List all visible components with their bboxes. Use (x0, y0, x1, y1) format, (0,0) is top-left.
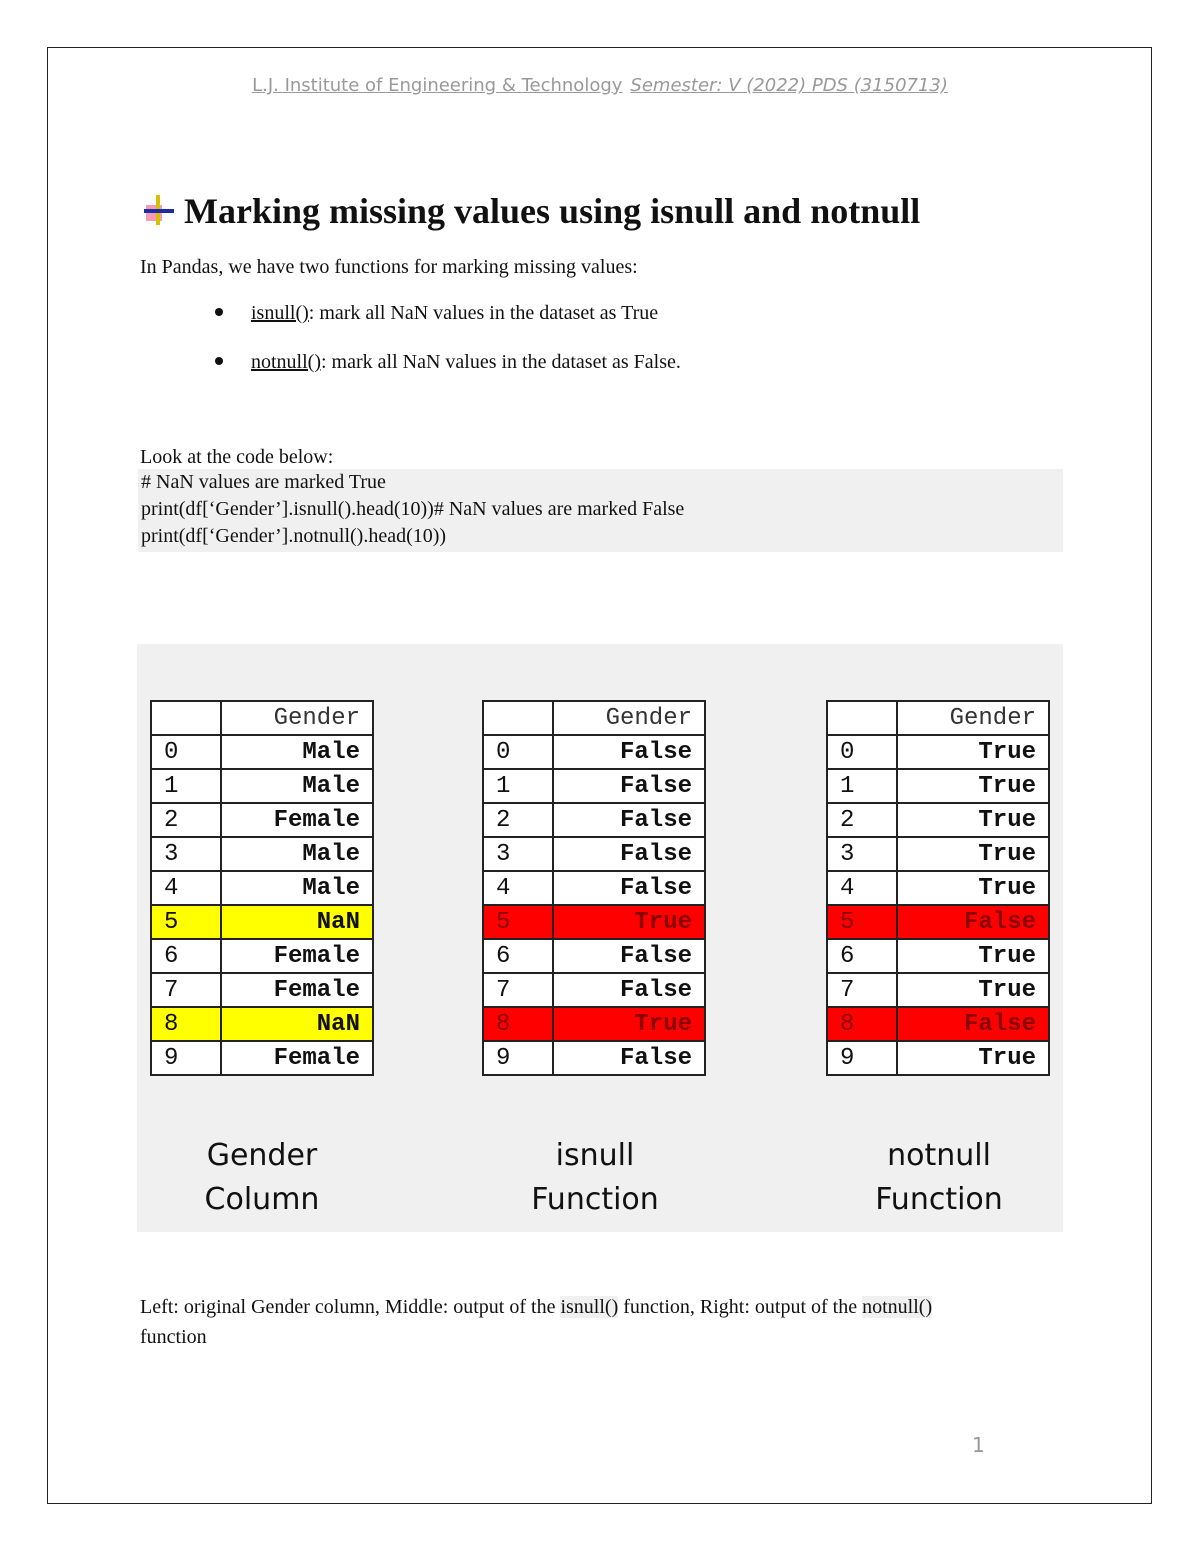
row-value-cell: True (553, 1007, 705, 1041)
intro-paragraph: In Pandas, we have two functions for marking missing values: (140, 256, 638, 278)
table-row (483, 1041, 705, 1075)
row-index-cell: 8 (827, 1007, 897, 1041)
row-value-cell: False (553, 735, 705, 769)
bullet-text: : mark all NaN values in the dataset as True (308, 302, 659, 324)
table-header-row (827, 701, 1049, 735)
table-row (483, 735, 705, 769)
page-number: 1 (972, 1433, 985, 1457)
row-value-cell: True (553, 905, 705, 939)
table-row (483, 905, 705, 939)
row-value-cell: False (897, 1007, 1049, 1041)
row-index-cell: 5 (151, 905, 221, 939)
note-code-isnull: isnull() (560, 1296, 619, 1318)
row-value-cell: Male (221, 769, 373, 803)
row-index-cell: 7 (151, 973, 221, 1007)
table-row (151, 871, 373, 905)
bullet-text: : mark all NaN values in the dataset as False. (321, 351, 681, 373)
row-value-cell: Male (221, 735, 373, 769)
row-index-cell: 5 (827, 905, 897, 939)
comparison-figure (137, 644, 1063, 1232)
notnull-output-table (826, 700, 1050, 1076)
row-value-cell: False (553, 769, 705, 803)
row-index-cell: 0 (151, 735, 221, 769)
row-value-cell: True (897, 1041, 1049, 1075)
note-text: function (140, 1326, 207, 1348)
table-header-row (151, 701, 373, 735)
column-header-cell: Gender (897, 701, 1049, 735)
row-value-cell: Female (221, 803, 373, 837)
row-index-cell: 5 (483, 905, 553, 939)
table-row (151, 939, 373, 973)
bullet-function-name: isnull() (251, 302, 309, 324)
row-value-cell: Male (221, 837, 373, 871)
row-value-cell: True (897, 973, 1049, 1007)
table-row (827, 837, 1049, 871)
table-row (151, 837, 373, 871)
row-value-cell: NaN (221, 905, 373, 939)
row-value-cell: False (553, 803, 705, 837)
column-header-cell: Gender (221, 701, 373, 735)
row-index-cell: 2 (151, 803, 221, 837)
row-value-cell: False (553, 1041, 705, 1075)
row-index-cell: 2 (483, 803, 553, 837)
table-row (827, 905, 1049, 939)
table-row (483, 769, 705, 803)
table-row (827, 803, 1049, 837)
row-value-cell: False (553, 939, 705, 973)
row-index-cell: 4 (483, 871, 553, 905)
bullet-item-notnull (215, 351, 681, 374)
table-row (151, 1041, 373, 1075)
section-title (142, 190, 920, 232)
caption-line: isnull (555, 1138, 635, 1173)
row-index-cell: 2 (827, 803, 897, 837)
table-row (827, 1041, 1049, 1075)
caption-line: notnull (887, 1138, 991, 1173)
row-value-cell: False (553, 837, 705, 871)
row-index-cell: 9 (483, 1041, 553, 1075)
row-index-cell: 7 (483, 973, 553, 1007)
row-value-cell: False (553, 973, 705, 1007)
row-index-cell: 1 (151, 769, 221, 803)
code-block (138, 469, 1063, 552)
note-text: Left: original Gender column, Middle: output of the (140, 1296, 561, 1318)
table-row (483, 973, 705, 1007)
index-header-cell (151, 701, 221, 735)
page-header (0, 75, 1200, 96)
row-index-cell: 6 (483, 939, 553, 973)
note-code-notnull: notnull() (862, 1296, 933, 1318)
table-row (827, 973, 1049, 1007)
table-row (151, 803, 373, 837)
table-row (827, 735, 1049, 769)
isnull-output-table (482, 700, 706, 1076)
caption-gender-column (132, 1134, 392, 1222)
table-header-row (483, 701, 705, 735)
bullet-dot-icon (215, 357, 223, 365)
row-index-cell: 6 (827, 939, 897, 973)
caption-line: Function (531, 1182, 659, 1217)
row-value-cell: Male (221, 871, 373, 905)
caption-notnull-function (809, 1134, 1069, 1222)
row-index-cell: 7 (827, 973, 897, 1007)
table-row (151, 905, 373, 939)
row-value-cell: True (897, 871, 1049, 905)
table-row (483, 837, 705, 871)
table-row (151, 735, 373, 769)
bullet-function-name: notnull() (251, 351, 321, 373)
row-value-cell: True (897, 837, 1049, 871)
code-line: print(df[‘Gender’].isnull().head(10))# NaN values are marked False (141, 498, 685, 520)
row-value-cell: Female (221, 939, 373, 973)
row-value-cell: NaN (221, 1007, 373, 1041)
table-row (483, 1007, 705, 1041)
bullet-item-isnull (215, 302, 658, 325)
row-index-cell: 9 (827, 1041, 897, 1075)
row-value-cell: False (553, 871, 705, 905)
row-value-cell: False (897, 905, 1049, 939)
code-line: print(df[‘Gender’].notnull().head(10)) (141, 525, 447, 547)
table-row (483, 803, 705, 837)
table-row (827, 1007, 1049, 1041)
row-index-cell: 0 (483, 735, 553, 769)
row-index-cell: 6 (151, 939, 221, 973)
table-row (827, 871, 1049, 905)
row-value-cell: Female (221, 1041, 373, 1075)
caption-line: Column (204, 1182, 320, 1217)
caption-line: Gender (206, 1138, 318, 1173)
code-intro-text: Look at the code below: (140, 446, 334, 468)
row-index-cell: 3 (827, 837, 897, 871)
index-header-cell (827, 701, 897, 735)
row-index-cell: 4 (151, 871, 221, 905)
row-index-cell: 3 (151, 837, 221, 871)
table-row (827, 939, 1049, 973)
note-text: function, Right: output of the (618, 1296, 863, 1318)
caption-isnull-function (465, 1134, 725, 1222)
column-header-cell: Gender (553, 701, 705, 735)
row-index-cell: 8 (151, 1007, 221, 1041)
cross-bullet-icon (142, 193, 174, 225)
table-row (151, 769, 373, 803)
table-row (827, 769, 1049, 803)
title-text: Marking missing values using isnull and notnull (184, 191, 921, 231)
row-index-cell: 3 (483, 837, 553, 871)
row-value-cell: True (897, 939, 1049, 973)
row-index-cell: 8 (483, 1007, 553, 1041)
row-index-cell: 0 (827, 735, 897, 769)
table-row (483, 939, 705, 973)
figure-note (140, 1292, 980, 1352)
row-value-cell: True (897, 803, 1049, 837)
gender-column-table (150, 700, 374, 1076)
index-header-cell (483, 701, 553, 735)
caption-line: Function (875, 1182, 1003, 1217)
code-line: # NaN values are marked True (141, 471, 386, 493)
header-semester: Semester: V (2022) PDS (3150713) (630, 75, 948, 96)
row-index-cell: 1 (483, 769, 553, 803)
table-row (151, 973, 373, 1007)
bullet-dot-icon (215, 308, 223, 316)
table-row (151, 1007, 373, 1041)
row-index-cell: 4 (827, 871, 897, 905)
table-row (483, 871, 705, 905)
row-value-cell: True (897, 769, 1049, 803)
row-value-cell: Female (221, 973, 373, 1007)
header-institute: L.J. Institute of Engineering & Technology (252, 75, 623, 96)
row-index-cell: 9 (151, 1041, 221, 1075)
row-index-cell: 1 (827, 769, 897, 803)
row-value-cell: True (897, 735, 1049, 769)
